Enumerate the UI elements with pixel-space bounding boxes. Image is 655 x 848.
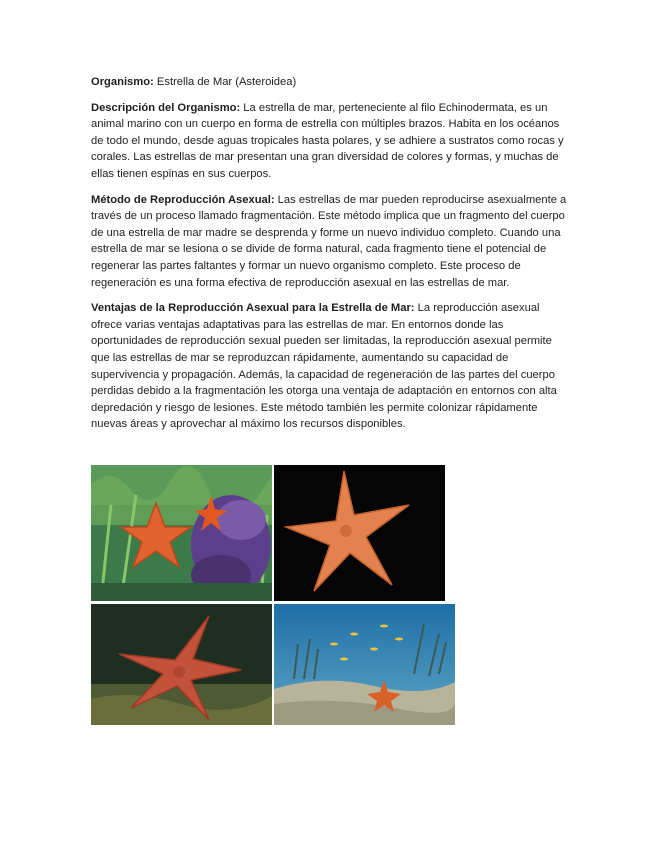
advantages-paragraph <box>91 300 567 433</box>
advantages-text: La reproducción asexual ofrece varias ventajas adaptativas para las estrellas de mar. En entornos donde las oportunidades de reproducción sexual pueden ser limitadas, la reproducción asexual permite que las estrellas de mar se reproduzcan rápidamente, aumentando su capacidad de supervivencia y propagación. Además, la capacidad de regeneración de las partes del cuerpo perdidas debido a la fragmentación les otorga una ventaja de adaptación en entornos con alta depredación y riesgo de lesiones. Este método también les permite colonizar rápidamente nuevas áreas y aprovechar al máximo los recursos disponibles. <box>91 302 557 431</box>
starfish-on-reef-photo <box>91 465 272 601</box>
advantages-label: Ventajas de la Reproducción Asexual para la Estrella de Mar: <box>91 302 415 315</box>
organism-label: Organismo: <box>91 76 154 88</box>
method-paragraph <box>91 192 567 292</box>
organism-paragraph <box>91 74 567 91</box>
document-body <box>91 74 567 442</box>
method-label: Método de Reproducción Asexual: <box>91 193 275 206</box>
photo-grid <box>91 465 455 725</box>
starfish-underwater-blue-photo <box>274 604 455 725</box>
starfish-black-background-photo <box>274 465 445 601</box>
description-text: La estrella de mar, perteneciente al filo Echinodermata, es un animal marino con un cuerpo en forma de estrella con múltiples brazos. Habita en los océanos de todo el mundo, desde aguas tropicales hasta polares, y se adhiere a sustratos como rocas y corales. Las estrellas de mar presentan una gran diversidad de colores y formas, y muchas de ellas tienen espinas en sus cuerpos. <box>91 101 564 180</box>
starfish-dark-seafloor-photo <box>91 604 272 725</box>
organism-text: Estrella de Mar (Asteroidea) <box>153 76 297 88</box>
method-text: Las estrellas de mar pueden reproducirse asexualmente a través de un proceso llamado fragmentación. Este método implica que un fragmento del cuerpo de una estrella de mar madre se desprenda y forme un nuevo individuo completo. Cuando una estrella de mar se lesiona o se divide de forma natural, cada fragmento tiene el potencial de regenerar las partes faltantes y formar un nuevo organismo completo. Este proceso de regeneración es una forma efectiva de reproducción asexual en las estrellas de mar. <box>91 193 567 289</box>
description-label: Descripción del Organismo: <box>91 101 241 114</box>
description-paragraph <box>91 100 567 183</box>
